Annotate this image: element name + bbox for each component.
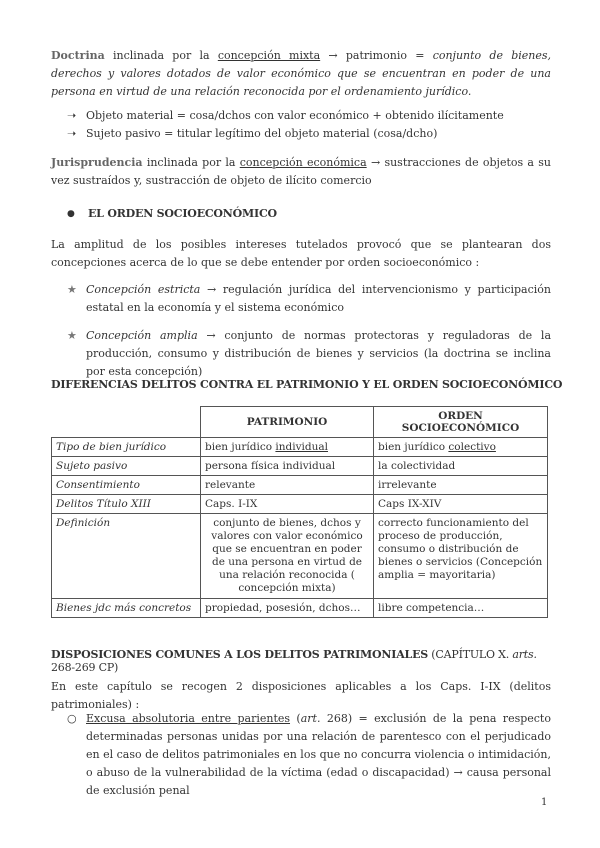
table-row: Definición conjunto de bienes, dchos y valores con valor económico que se encuentran en poder de una persona en virtud de una relación reconocida ( concepción mixta) correcto funcionamiento del proceso de producción, consumo o distribución de bienes o servicios (Concepción amplia = mayoritaria) [52,514,548,599]
jurisprudence-paragraph: Jurisprudencia inclinada por la concepción económica → sustracciones de objetos a su vez sustraídos y, sustracción de objeto de ilícito comercio [51,156,551,187]
arrow-bullet-icon: ➝ [67,109,77,122]
table-row: Bienes jdc más concretos propiedad, posesión, dchos… libre competencia… [52,599,548,618]
intro-concept: concepción mixta [217,49,321,62]
star-bullet-icon: ★ [67,283,77,296]
table-header-orden: ORDEN SOCIOECONÓMICO [374,407,548,438]
jurisprudence-concept: concepción económica [239,156,367,169]
dot-bullet-icon: ● [67,209,75,219]
table-row: Sujeto pasivo persona física individual la colectividad [52,457,548,476]
table-header-empty [52,407,201,438]
table-row: Tipo de bien jurídico bien jurídico individual bien jurídico colectivo [52,438,548,457]
page-number: 1 [541,797,548,808]
jurisprudence-term: Jurisprudencia [51,156,143,169]
amplitud-paragraph: La amplitud de los posibles intereses tutelados provocó que se plantearan dos concepciones acerca de lo que se debe entender por orden socioeconómico : [51,238,551,269]
table-header-patrimonio: PATRIMONIO [201,407,374,438]
sub-bullet-item: Objeto material = cosa/dchos con valor económico + obtenido ilícitamente [86,109,504,122]
capitulo-paragraph: En este capítulo se recogen 2 disposiciones aplicables a los Caps. I-IX (delitos patrimoniales) : [51,680,551,711]
table-row: Consentimiento relevante irrelevante [52,476,548,495]
concepcion-estricta-item: Concepción estricta → regulación jurídica del intervencionismo y participación estatal en la economía y el sistema económico [86,283,551,314]
circle-bullet-icon: ○ [67,712,77,725]
table-title: DIFERENCIAS DELITOS CONTRA EL PATRIMONIO Y EL ORDEN SOCIOECONÓMICO [51,378,563,391]
table-row: Delitos Título XIII Caps. I-IX Caps IX-XIV [52,495,548,514]
section-heading-orden: EL ORDEN SOCIOECONÓMICO [88,207,277,220]
concepcion-amplia-item: Concepción amplia → conjunto de normas protectoras y reguladoras de la producción, consumo y distribución de bienes y servicios (la doctrina se inclina por esta concepción) [86,329,551,378]
differences-table [51,406,548,618]
excusa-item: Excusa absolutoria entre parientes (art. 268) = exclusión de la pena respecto determinadas personas unidas por una relación de parentesco con el perjudicado en el caso de delitos patrimoniales en los que no concurra violencia o intimidación, o abuso de la vulnerabilidad de la víctima (edad o discapacidad) → causa personal de exclusión penal [86,712,551,797]
intro-paragraph: Doctrina inclinada por la concepción mixta → patrimonio = conjunto de bienes, derechos y valores dotados de valor económico que se encuentran en poder de una persona en virtud de una relación reconocida por el ordenamiento jurídico. [51,49,552,98]
arrow-bullet-icon: ➝ [67,127,77,140]
table-header-row [52,407,548,438]
intro-term: Doctrina [51,49,105,62]
star-bullet-icon: ★ [67,329,77,342]
intro-definition: conjunto de bienes, derechos y valores dotados de valor económico que se encuentran en poder de una persona en virtud de una relación reconocida por el ordenamiento jurídico. [51,49,552,98]
section-heading-disposiciones: DISPOSICIONES COMUNES A LOS DELITOS PATRIMONIALES (CAPÍTULO X. arts. 268-269 CP) [51,648,537,674]
sub-bullet-item: Sujeto pasivo = titular legítimo del objeto material (cosa/dcho) [86,127,438,140]
